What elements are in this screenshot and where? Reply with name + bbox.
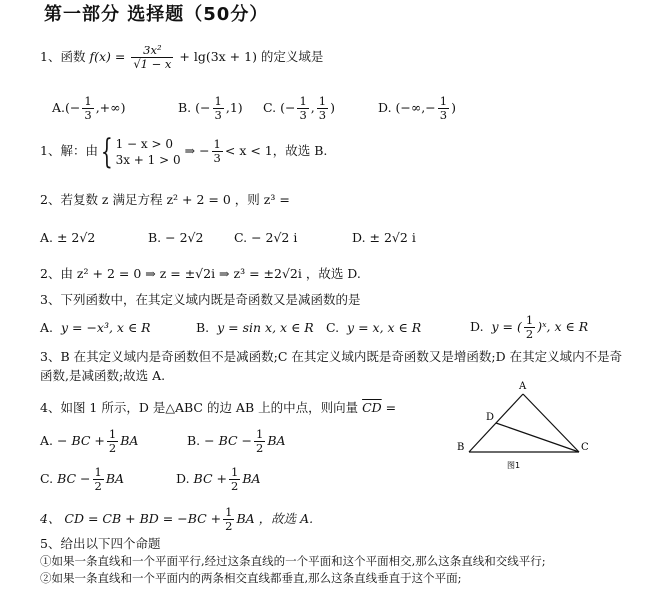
q4-vector: $\overline{CD}$: [362, 400, 382, 415]
label-c: C: [581, 442, 589, 453]
a1-line1: 1 − x > 0: [115, 136, 173, 151]
question-1: [40, 44, 323, 71]
q4-option-d-num: 1: [230, 465, 239, 479]
q4-option-a: [40, 428, 138, 455]
q1-prefix: 1、函数: [40, 49, 86, 64]
q4-option-d-den: 2: [230, 479, 239, 493]
q3-option-b: [196, 320, 314, 336]
q4-option-b-post: BA: [267, 433, 286, 448]
q4-option-a-num: 1: [108, 427, 117, 441]
q1-option-d-den: 3: [439, 108, 448, 122]
q1-frac-den: √1 − x: [133, 57, 172, 71]
q1-option-c-frac1: [297, 95, 308, 122]
q1-option-b-label: B.: [178, 100, 192, 115]
q1-option-d-pre: (−∞,−: [395, 100, 436, 115]
q1-frac-num: 3x²: [131, 44, 173, 58]
q1-option-c: [263, 95, 335, 122]
a1-brace: {: [100, 131, 113, 172]
a1-den: 3: [213, 151, 221, 165]
q3-option-a: [40, 320, 151, 336]
q4-option-b-den: 2: [256, 441, 264, 455]
q3-option-d-num: 1: [525, 313, 534, 327]
q3-option-a-label: A.: [40, 320, 54, 335]
q1-fraction: [131, 44, 173, 71]
q1-option-d: [378, 95, 456, 122]
label-b: B: [457, 442, 465, 453]
q5-item-2: ②如果一条直线和一个平面内的两条相交直线都垂直,那么这条直线垂直于这个平面;: [40, 571, 462, 585]
q4-option-c-pre: BC −: [57, 471, 91, 486]
q4-option-d: [176, 466, 261, 493]
q4-prefix: 4、如图 1 所示，D 是△ABC 的边 AB 上的中点，则向量: [40, 400, 359, 415]
label-d: D: [486, 412, 495, 423]
q4-option-c: [40, 466, 124, 493]
q2-option-d: D. ± 2√2 i: [352, 230, 416, 245]
q4-option-a-label: A.: [40, 433, 54, 448]
q4-option-b-pre: − BC −: [204, 433, 253, 448]
q1-option-c-label: C.: [263, 100, 277, 115]
q2-option-a: A. ± 2√2: [40, 230, 96, 245]
q4-option-d-label: D.: [176, 471, 190, 486]
a4-pre: 4、 CD = CB + BD = −BC +: [40, 511, 222, 526]
q1-option-c-num2: 1: [318, 94, 327, 108]
q1-option-b-pre: (−: [195, 100, 211, 115]
section-heading: 第一部分 选择题（50分）: [44, 4, 269, 25]
q1-option-b: [178, 95, 243, 122]
a1-frac: [212, 138, 223, 165]
q4-option-a-post: BA: [120, 433, 139, 448]
q1-option-d-num: 1: [439, 94, 448, 108]
q1-option-c-post: ): [330, 100, 335, 115]
q3-option-c: [326, 320, 421, 336]
q3-option-c-text: y = x, x ∈ R: [347, 320, 422, 335]
question-5: 5、给出以下四个命题: [40, 536, 161, 551]
triangle-figure: [455, 378, 595, 476]
q1-suffix: + lg(3x + 1) 的定义域是: [179, 49, 324, 64]
answer-1: [40, 131, 328, 172]
q1-option-a-post: ,+∞): [95, 100, 126, 115]
median-cd: [496, 423, 579, 452]
a4-post: BA ，故选 A.: [236, 511, 314, 526]
q4-option-b-num: 1: [256, 427, 264, 441]
q1-option-a-pre: (−: [65, 100, 81, 115]
q4-option-a-pre: − BC +: [57, 433, 105, 448]
question-3: 3、下列函数中，在其定义域内既是奇函数又是减函数的是: [40, 292, 361, 307]
q3-option-b-label: B.: [196, 320, 210, 335]
q3-option-b-text: y = sin x, x ∈ R: [217, 320, 314, 335]
q4-option-b: [187, 428, 286, 455]
q1-option-d-post: ): [451, 100, 456, 115]
q4-option-c-num: 1: [94, 465, 102, 479]
q1-option-d-frac: [438, 95, 449, 122]
q1-option-c-num1: 1: [299, 94, 307, 108]
q4-option-b-frac: [254, 428, 265, 455]
figure-caption: 图1: [507, 461, 521, 470]
q4-option-d-frac: [229, 466, 240, 493]
q3-option-d-frac: [524, 314, 535, 341]
q4-option-d-post: BA: [242, 471, 261, 486]
q1-option-a: [52, 95, 125, 122]
q1-option-a-label: A.: [52, 100, 66, 115]
q1-option-b-num: 1: [214, 94, 222, 108]
answer-2: 2、由 z² + 2 = 0 ⇒ z = ±√2i ⇒ z³ = ±2√2i ，故选 D.: [40, 266, 361, 281]
a1-prefix: 1、解：由: [40, 143, 98, 158]
q1-option-c-mid: ,: [310, 100, 315, 115]
a1-line2: 3x + 1 > 0: [115, 152, 181, 167]
q3-option-d-label: D.: [470, 319, 484, 334]
q1-function: f(x) =: [89, 49, 126, 64]
q5-item-1: ①如果一条直线和一个平面平行,经过这条直线的一个平面和这个平面相交,那么这条直线和交线平行;: [40, 554, 546, 568]
q4-option-c-den: 2: [94, 479, 102, 493]
q1-option-a-num: 1: [84, 94, 92, 108]
q2-option-c: C. − 2√2 i: [234, 230, 298, 245]
q4-option-c-label: C.: [40, 471, 54, 486]
question-4: [40, 400, 396, 416]
edge-ac: [523, 394, 579, 452]
q1-option-b-den: 3: [214, 108, 222, 122]
a1-arrow: ⇒ −: [184, 143, 210, 158]
question-2: 2、若复数 z 满足方程 z² + 2 = 0 ，则 z³ =: [40, 192, 290, 207]
q1-option-c-den2: 3: [318, 108, 327, 122]
q3-option-d-pre: y = (: [491, 319, 522, 334]
q1-option-b-post: ,1): [225, 100, 243, 115]
q3-option-d-den: 2: [525, 327, 534, 341]
q4-option-c-frac: [93, 466, 104, 493]
q4-option-a-frac: [107, 428, 118, 455]
label-a: A: [519, 381, 527, 392]
a4-num: 1: [225, 505, 233, 519]
q3-option-d: [470, 314, 588, 341]
q1-option-c-den1: 3: [299, 108, 307, 122]
q3-option-c-label: C.: [326, 320, 340, 335]
q3-option-d-post: )ˣ, x ∈ R: [537, 319, 589, 334]
q4-option-d-pre: BC +: [193, 471, 227, 486]
answer-4: [40, 506, 313, 533]
a4-den: 2: [225, 519, 233, 533]
q4-option-b-label: B.: [187, 433, 201, 448]
answer-3-line2: 函数,是减函数;故选 A.: [40, 368, 166, 383]
answer-3-line1: 3、B 在其定义域内是奇函数但不是减函数;C 在其定义域内既是奇函数又是增函数;D 在其定义域内不是奇: [40, 349, 623, 364]
a1-post: < x < 1，故选 B.: [224, 143, 328, 158]
q4-option-c-post: BA: [105, 471, 125, 486]
q1-option-a-den: 3: [84, 108, 92, 122]
q3-option-a-text: y = −x³, x ∈ R: [60, 320, 151, 335]
a1-num: 1: [213, 137, 221, 151]
q4-option-a-den: 2: [108, 441, 117, 455]
a4-frac: [223, 506, 234, 533]
q1-option-c-frac2: [317, 95, 328, 122]
q2-option-b: B. − 2√2: [148, 230, 204, 245]
q1-option-c-pre: (−: [280, 100, 296, 115]
q4-suffix: =: [385, 400, 397, 415]
q1-option-b-frac: [213, 95, 224, 122]
q1-option-d-label: D.: [378, 100, 392, 115]
a1-system: [116, 136, 181, 168]
q1-option-a-frac: [82, 95, 93, 122]
